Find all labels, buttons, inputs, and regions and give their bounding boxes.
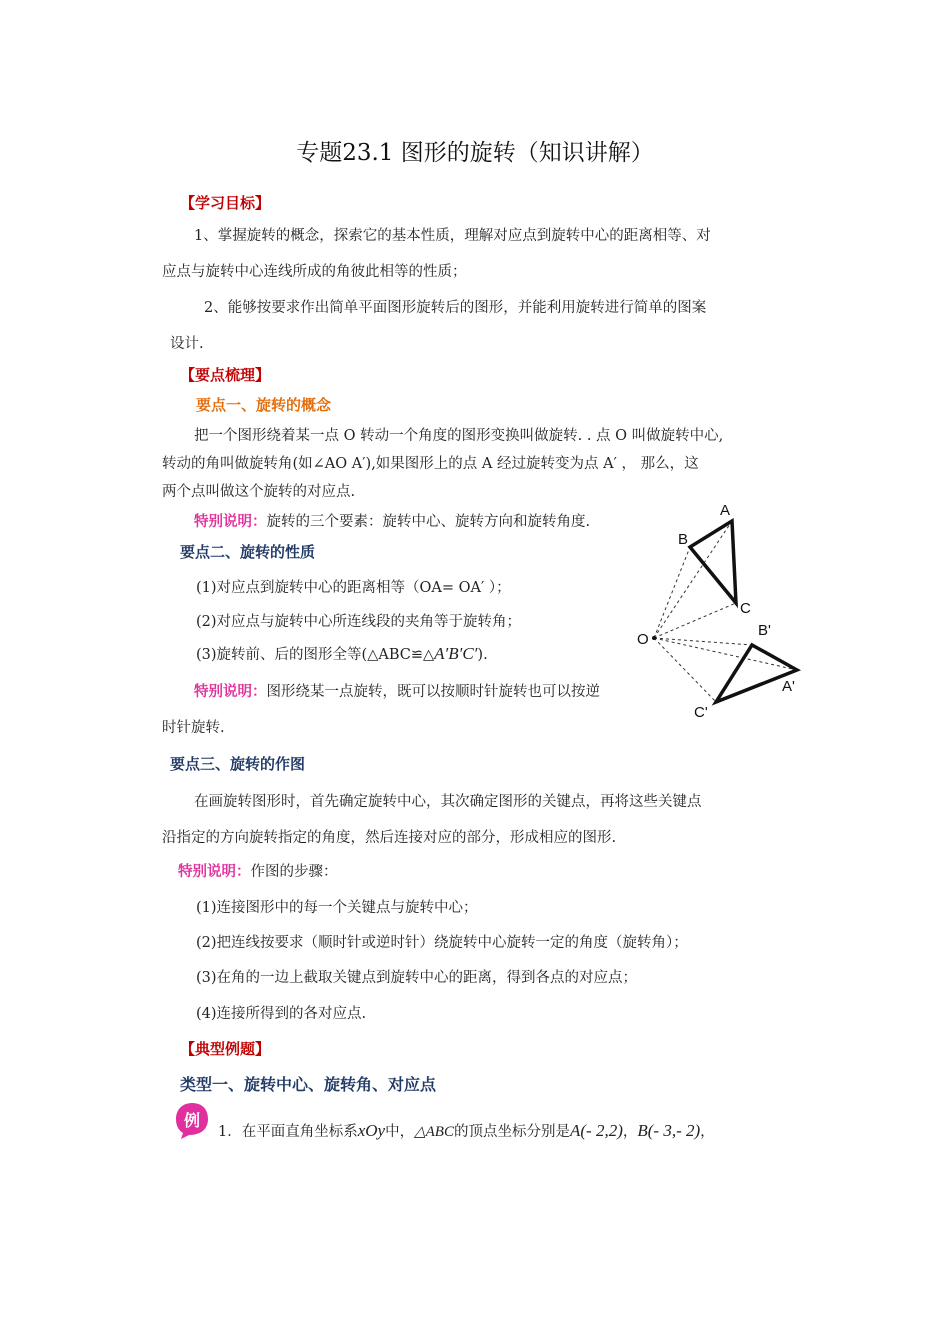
point3-line2: 沿指定的方向旋转指定的角度，然后连接对应的部分，形成相应的图形. — [162, 830, 617, 846]
ex1-A: A(- 2,2) — [569, 1121, 623, 1140]
ex1-pre: 1．在平面直角坐标系 — [218, 1124, 358, 1140]
label-B: B — [678, 531, 689, 548]
dashed-OA — [654, 521, 732, 638]
examples-heading: 【典型例题】 — [180, 1040, 271, 1058]
label-C2: C' — [694, 704, 708, 721]
goal1-line2: 应点与旋转中心连线所成的角彼此相等的性质； — [162, 264, 467, 280]
note2-text: 图形绕某一点旋转，既可以按顺时针旋转也可以按逆 — [266, 684, 600, 700]
note3-text: 作图的步骤： — [250, 864, 338, 880]
label-A2: A' — [782, 678, 795, 695]
example-badge-icon — [175, 1102, 209, 1140]
center-point — [652, 636, 656, 640]
page-title: 专题23.1 图形的旋转（知识讲解） — [296, 140, 654, 166]
dashed-OB2 — [654, 638, 752, 645]
point3-line1: 在画旋转图形时，首先确定旋转中心，其次确定图形的关键点，再将这些关键点 — [194, 794, 702, 810]
prop3 — [196, 643, 488, 664]
note1-text: 旋转的三个要素：旋转中心、旋转方向和旋转角度. — [266, 514, 591, 530]
point3-heading: 要点三、旋转的作图 — [170, 755, 306, 773]
example1-text — [218, 1120, 715, 1141]
note2 — [194, 680, 600, 701]
point1-heading: 要点一、旋转的概念 — [196, 396, 332, 414]
triangle-ABC — [690, 521, 736, 603]
goal1-line1: 1、掌握旋转的概念，探索它的基本性质，理解对应点到旋转中心的距离相等、对 — [194, 228, 711, 244]
note2-line2: 时针旋转. — [162, 720, 225, 736]
ex1-comma: ， — [622, 1124, 638, 1140]
points-heading: 【要点梳理】 — [180, 366, 271, 384]
note-label: 特别说明： — [178, 864, 251, 880]
dashed-OA2 — [654, 638, 797, 670]
label-C: C — [740, 600, 751, 617]
note-label: 特别说明： — [194, 684, 267, 700]
note1 — [194, 510, 590, 531]
dashed-OC2 — [654, 638, 716, 702]
type1-heading: 类型一、旋转中心、旋转角、对应点 — [180, 1075, 437, 1094]
prop3-math: A′B′C′ — [434, 644, 478, 663]
point1-line2: 转动的角叫做旋转角(如∠AO A′),如果图形上的点 A 经过旋转变为点 A′ ， 那么，这 — [162, 456, 699, 472]
goals-heading: 【学习目标】 — [180, 194, 271, 212]
point1-line1: 把一个图形绕着某一点 O 转动一个角度的图形变换叫做旋转. . 点 O 叫做旋转中心, — [194, 428, 724, 444]
goal2-line2: 设计. — [170, 336, 204, 352]
step1: (1)连接图形中的每一个关键点与旋转中心； — [196, 900, 478, 916]
note3 — [178, 860, 338, 881]
point1-line3: 两个点叫做这个旋转的对应点. — [162, 484, 356, 500]
step3: (3)在角的一边上截取关键点到旋转中心的距离，得到各点的对应点； — [196, 970, 638, 986]
ex1-mid2: 的顶点坐标分别是 — [453, 1124, 570, 1140]
point2-heading: 要点二、旋转的性质 — [180, 543, 316, 561]
ex1-B: B(- 3,- 2) — [637, 1121, 701, 1140]
label-O: O — [637, 631, 649, 648]
ex1-abc: △ABC — [414, 1124, 454, 1140]
label-A: A — [720, 502, 731, 519]
ex1-mid1: 中， — [385, 1124, 415, 1140]
prop1: (1)对应点到旋转中心的距离相等（OA= OA′ ）； — [196, 580, 511, 596]
goal2-line1: 2、能够按要求作出简单平面图形旋转后的图形，并能利用旋转进行简单的图案 — [204, 300, 707, 316]
rotation-figure — [632, 498, 812, 728]
label-B2: B' — [758, 622, 771, 639]
ex1-xoy: xOy — [357, 1121, 386, 1140]
prop3-post: ). — [477, 647, 488, 663]
step4: (4)连接所得到的各对应点. — [196, 1006, 367, 1022]
note-label: 特别说明： — [194, 514, 267, 530]
prop2: (2)对应点与旋转中心所连线段的夹角等于旋转角； — [196, 614, 522, 630]
badge-text: 例 — [183, 1111, 201, 1130]
step2: (2)把连线按要求（顺时针或逆时针）绕旋转中心旋转一定的角度（旋转角）； — [196, 935, 688, 951]
ex1-end: ， — [700, 1124, 715, 1140]
prop3-pre: (3)旋转前、后的图形全等(△ABC≌△ — [196, 647, 435, 663]
